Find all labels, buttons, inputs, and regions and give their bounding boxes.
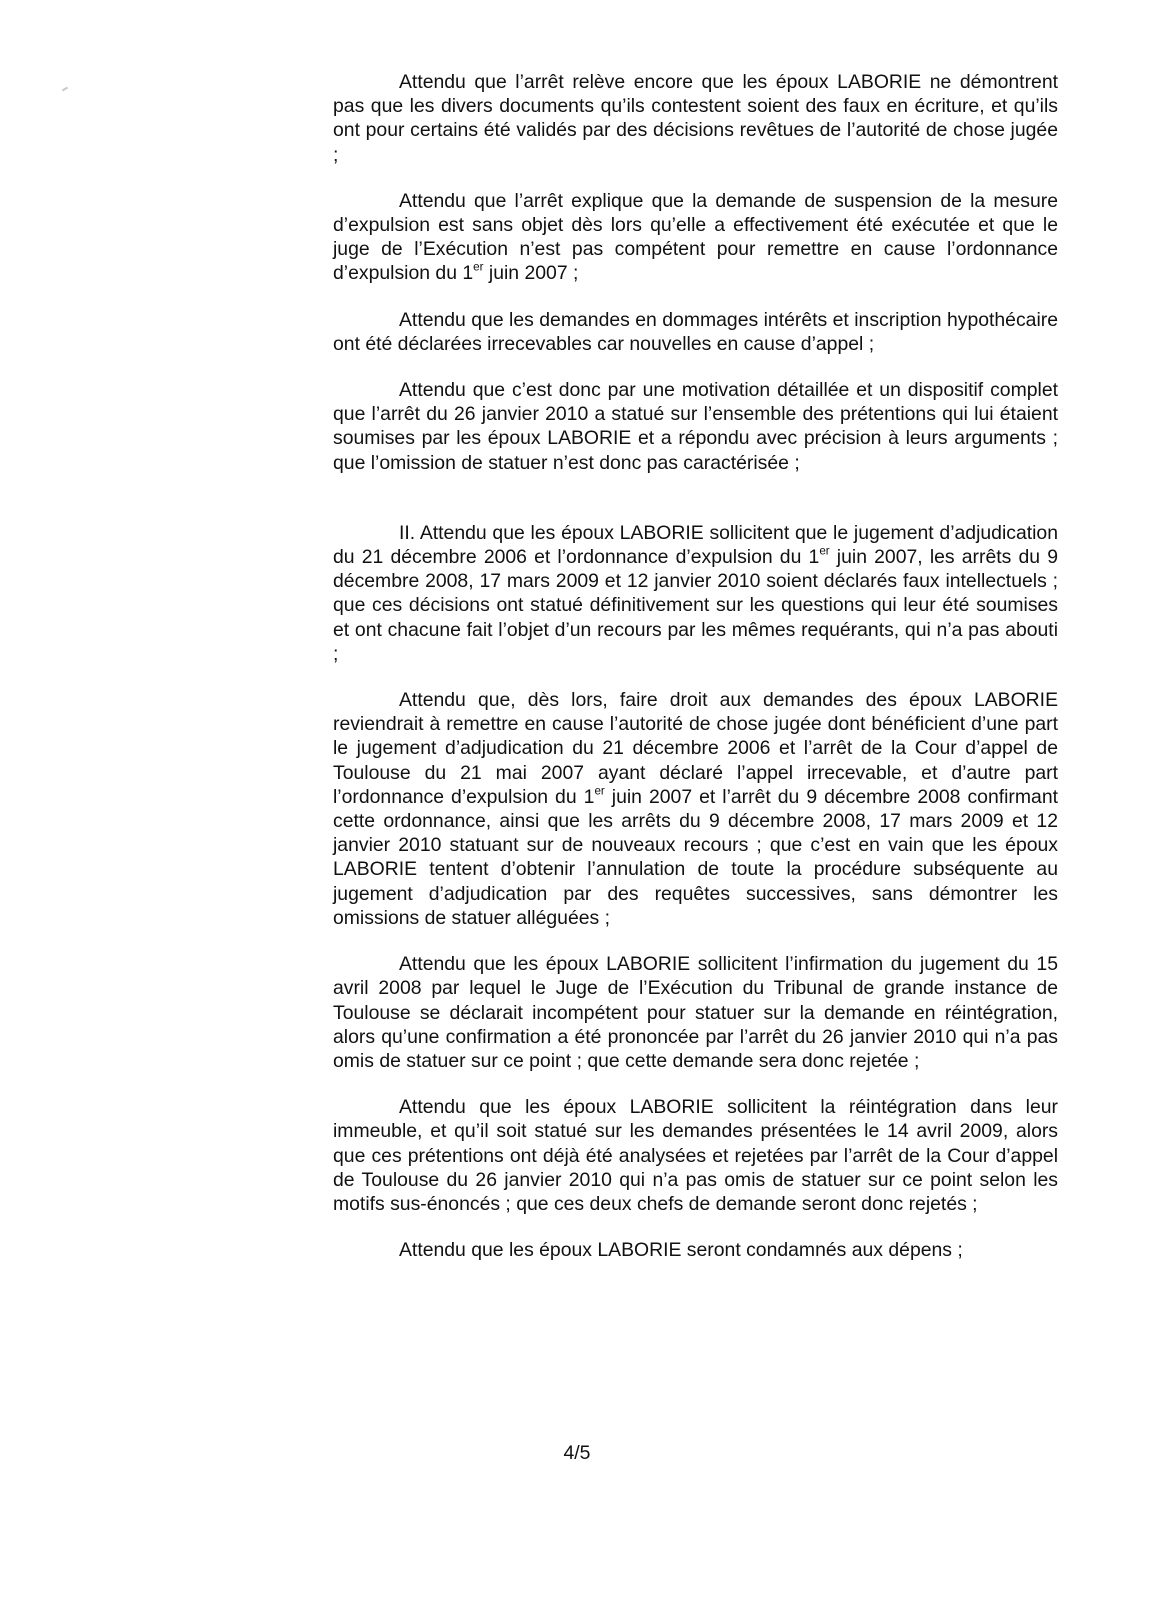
paragraph-infirmation-jugement: Attendu que les époux LABORIE sollicitent l’infirmation du jugement du 15 avril 2008 par lequel le Juge de l’Exécution du Tribunal de grande instance de Toulouse se déclarait incompétent pour statuer sur la demande en réintégration, alors qu’une confirmation a été prononcée par l’arrêt du 26 janvier 2010 qui n’a pas omis de statuer sur ce point ; que cette demande sera donc rejetée ;: [333, 953, 1058, 1072]
paragraph-motivation-detaillee: Attendu que c’est donc par une motivation détaillée et un dispositif complet que l’arrêt du 26 janvier 2010 a statué sur l’ensemble des prétentions qui lui étaient soumises par les époux LABORIE et a répondu avec précision à leurs arguments ; que l’omission de statuer n’est donc pas caractérisée ;: [333, 379, 1058, 474]
paragraph-suspension-expulsion: Attendu que l’arrêt explique que la demande de suspension de la mesure d’expulsion est sans objet dès lors qu’elle a effectivement été exécutée et que le juge de l’Exécution n’est pas compétent pour remettre en cause l’ordonnance d’expulsion du 1er juin 2007 ;: [333, 189, 1058, 285]
paragraph-depens: Attendu que les époux LABORIE seront condamnés aux dépens ;: [399, 1239, 963, 1262]
scan-speck: [62, 87, 68, 92]
paragraph-reintegration: Attendu que les époux LABORIE sollicitent la réintégration dans leur immeuble, et qu’il soit statué sur les demandes présentées le 14 avril 2009, alors que ces prétentions ont déjà été analysées et rejetées par l’arrêt de la Cour d’appel de Toulouse du 26 janvier 2010 qui n’a pas omis de statuer sur ce point selon les motifs sus-énoncés ; que ces deux chefs de demande seront donc rejetés ;: [333, 1096, 1058, 1215]
paragraph-dommages-interets: Attendu que les demandes en dommages intérêts et inscription hypothécaire ont été déclarées irrecevables car nouvelles en cause d’appel ;: [333, 308, 1058, 355]
page-number: 4/5: [563, 1442, 591, 1464]
body-text: [333, 70, 1058, 1284]
paragraph-autorite-chose-jugee: Attendu que, dès lors, faire droit aux demandes des époux LABORIE reviendrait à remettre en cause l’autorité de chose jugée dont bénéficient d’une part le jugement d’adjudication du 21 décembre 2006 et l’arrêt de la Cour d’appel de Toulouse du 21 mai 2007 ayant déclaré l’appel irrecevable, et d’autre part l’ordonnance d’expulsion du 1er juin 2007 et l’arrêt du 9 décembre 2008 confirmant cette ordonnance, ainsi que les arrêts du 9 décembre 2008, 17 mars 2009 et 12 janvier 2010 statuant sur de nouveaux recours ; que c’est en vain que les époux LABORIE tentent d’obtenir l’annulation de toute la procédure subséquente au jugement d’adjudication par des requêtes successives, sans démontrer les omissions de statuer alléguées ;: [333, 689, 1058, 929]
paragraph-faux-intellectuels: II. Attendu que les époux LABORIE sollicitent que le jugement d’adjudication du 21 décembre 2006 et l’ordonnance d’expulsion du 1er juin 2007, les arrêts du 9 décembre 2008, 17 mars 2009 et 12 janvier 2010 soient déclarés faux intellectuels ; que ces décisions ont statué définitivement sur les questions qui leur été soumises et ont chacune fait l’objet d’un recours par les mêmes requérants, qui n’a pas abouti ;: [333, 521, 1058, 665]
paragraph-arret-releve: Attendu que l’arrêt relève encore que les époux LABORIE ne démontrent pas que les divers documents qu’ils contestent soient des faux en écriture, et qu’ils ont pour certains été validés par des décisions revêtues de l’autorité de chose jugée ;: [333, 71, 1058, 166]
